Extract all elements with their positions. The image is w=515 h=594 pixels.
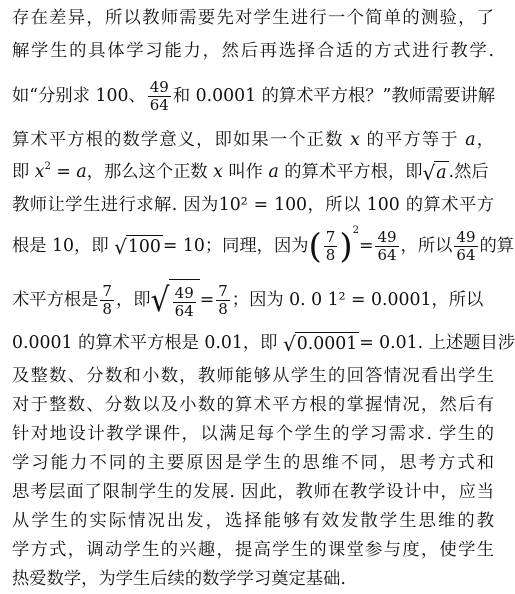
radicand: 0.0001 [295, 332, 359, 356]
numerator: 49 [149, 78, 169, 96]
radicand [169, 279, 200, 323]
text-segment: 根是 10，即 [12, 236, 115, 256]
text-segment: 即 [12, 162, 35, 182]
text-segment: ，即 [115, 290, 151, 310]
text-segment: 和 0.0001 的算术平方根？”教师需要讲解 [172, 86, 496, 106]
fraction-49-64 [454, 229, 477, 264]
fraction-7-8 [216, 283, 230, 318]
text-segment: ， [475, 130, 494, 150]
text-line-1: 存在差异，所以教师需要先对学生进行一个简单的测验，了 [12, 8, 494, 28]
text-segment: 叫作 [222, 162, 269, 182]
numerator: 49 [456, 228, 476, 246]
text-line-12: 针对地设计教学课件，以满足每个学生的学习需求. 学生的 [12, 424, 494, 444]
text-segment: 算术平方根的数学意义，即如果一个正数 [12, 130, 351, 150]
text-segment: .然后 [448, 162, 489, 182]
text-segment: 的算 [479, 236, 515, 256]
denominator: 64 [456, 246, 476, 264]
var-a: a [465, 130, 476, 150]
fraction-49-64 [148, 79, 171, 114]
denominator: 8 [325, 246, 336, 264]
text-line-15: 从学生的实际情况出发，选择能够有效发散学生思维的教 [12, 511, 494, 531]
text-line-10: 及整数、分数和小数，教师能够从学生的回答情况看出学生 [12, 366, 494, 386]
text-segment: = [358, 236, 374, 256]
text-segment: 0.0001 的算术平方根是 0.01，即 [12, 333, 283, 353]
text-segment: = [199, 290, 215, 310]
denominator: 8 [218, 300, 228, 318]
radicand: 100 [126, 235, 163, 259]
text-line-7: 根是 10，即 √ 100 = 10；同理，因为( $\frac{7}{8}$ )$^2$= $\frac{49}{64}$ ，所以 $\frac{49}{64}$ 的算 [12, 225, 515, 267]
text-line-9 [12, 331, 515, 356]
text-line-3 [12, 74, 494, 118]
denominator: 64 [174, 301, 194, 320]
text-segment: = 0.01. 上述题目涉 [359, 333, 515, 353]
text-line-16: 学方式，调动学生的兴趣，提高学生的课堂参与度，使学生 [12, 540, 494, 560]
text-segment: = 10；同理，因为 [162, 236, 309, 256]
numerator: 7 [325, 228, 336, 246]
fraction-7-8 [324, 229, 338, 264]
numerator: 49 [174, 283, 194, 302]
text-segment: 的算术平方根，即 [278, 162, 423, 182]
sqrt-0-0001: √ 0.0001 [282, 331, 358, 356]
text-line-6: 教师让学生进行求解. 因为10² = 100，所以 100 的算术平方 [12, 195, 494, 215]
fraction-7-8 [100, 283, 114, 318]
var-x: x [350, 130, 360, 150]
fraction-49-64 [173, 285, 196, 320]
denominator: 8 [102, 300, 112, 318]
numerator: 7 [102, 282, 112, 300]
text-line-11: 对于整数、分数以及小数的算术平方根的掌握情况，然后有 [12, 395, 494, 415]
text-line-5: 即 $x^2 = a$，那么这个正数 x 叫作 a 的算术平方根，即 √ a .然后 [12, 160, 489, 185]
text-segment: ，所以 [400, 236, 453, 256]
text-line-4 [12, 128, 494, 152]
text-line-8 [12, 276, 494, 324]
text-segment: ；因为 0. 0 1² = 0.0001，所以 [231, 290, 484, 310]
text-line-2: 解学生的具体学习能力，然后再选择合适的方式进行教学. [12, 41, 494, 61]
text-line-17: 热爱数学，为学生后续的数学学习奠定基础. [12, 569, 346, 589]
text-line-14: 思考层面了限制学生的发展. 因此，教师在教学设计中，应当 [12, 482, 494, 502]
radicand: a [434, 161, 448, 185]
equation-rhs: = a [50, 162, 87, 182]
text-segment: ，那么这个正数 [86, 162, 214, 182]
var-x: x [213, 162, 223, 182]
sqrt-100: √ 100 [114, 234, 161, 259]
var-x: x [34, 162, 45, 182]
denominator: 64 [377, 246, 397, 264]
var-a: a [268, 162, 279, 182]
denominator: 64 [149, 96, 169, 114]
sqrt-a: √ a [422, 160, 447, 185]
numerator: 49 [377, 228, 397, 246]
text-line-13: 学习能力不同的主要原因是学生的思维不同，思考方式和 [12, 453, 494, 473]
text-segment: 的平方等于 [359, 130, 466, 150]
text-segment: 如“分别求 100、 [12, 86, 146, 106]
text-segment: 术平方根是 [12, 290, 99, 310]
fraction-49-64 [375, 229, 398, 264]
numerator: 7 [218, 282, 228, 300]
sqrt-49-64: √ $\frac{49}{64}$ [151, 279, 200, 323]
